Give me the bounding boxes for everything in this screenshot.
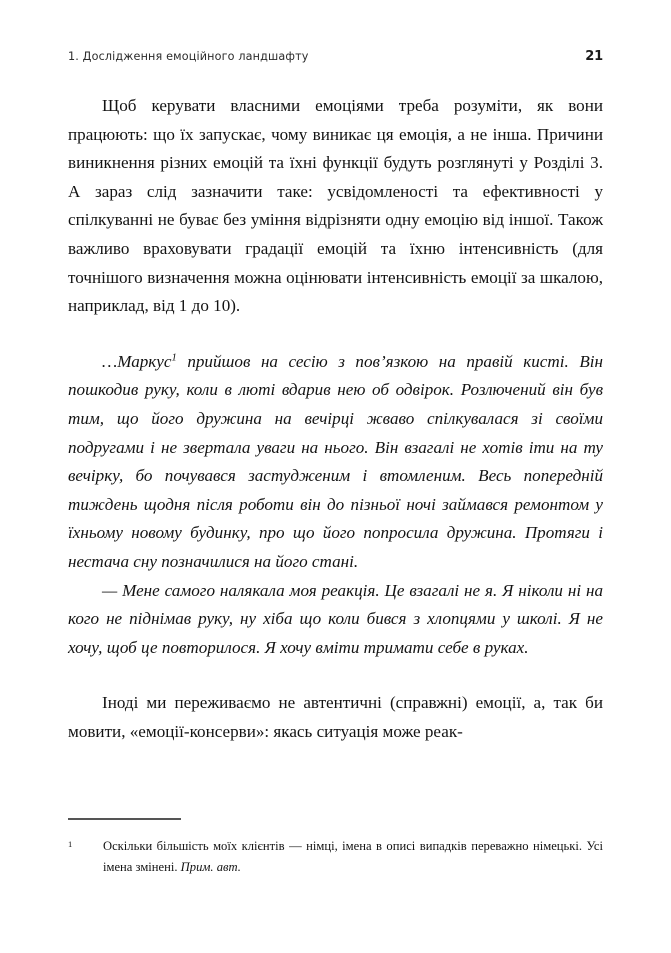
body-paragraph-2: Іноді ми переживаємо не автентичні (справжні) емоції, а, так би мовити, «емоції-консерви»: якась ситуація може реак- xyxy=(68,693,603,741)
text-block xyxy=(68,92,603,746)
paragraph-spacer xyxy=(68,321,603,348)
chapter-title: 1. Дослідження емоційного ландшафту xyxy=(68,49,309,63)
footnote-attribution: Прим. авт. xyxy=(180,860,241,874)
footnote-entry xyxy=(68,836,603,878)
case-text-after-footnote-marker: прийшов на сесію з пов’язкою на правій кисті. Він пошкодив руку, коли в люті вдарив нею об одвірок. Розлючений він був тим, що його дружина на вечірці жваво спілкувалася зі своїми подругами і не звертала уваги на нього. Він взагалі не хотів іти на ту вечірку, бо почувався застудженим і втомленим. Весь попередній тиждень щодня після роботи він до пізньої ночі займався ремонтом у їхньому новому будинку, про що його попросила дружина. Протяги і нестача сну позначилися на його стані. xyxy=(68,351,603,571)
footnote-area xyxy=(68,818,603,878)
paragraph-spacer-2 xyxy=(68,662,603,689)
footnote-text: Оскільки більшість моїх клієнтів — німці, імена в описі випадків переважно німецькі. Усі імена змінені. xyxy=(103,839,603,874)
footnote-number: 1 xyxy=(68,839,73,849)
case-paragraph-2: — Мене самого налякала моя реакція. Це взагалі не я. Я ніколи ні на кого не піднімав руку, ну хіба що коли бився з хлопцями у школі. Я не хочу, щоб це повторилося. Я хочу вміти тримати себе в руках. xyxy=(68,580,603,657)
body-paragraph-1: Щоб керувати власними емоціями треба розуміти, як вони працюють: що їх запускає, чому виникає ця емоція, а не інша. Причини виникнення різних емоцій та їхні функції будуть розглянуті у Розділі 3. А зараз слід зазначити таке: усвідомленості та ефективності у спілкуванні не буває без уміння відрізняти одну емоцію від іншої. Також важливо враховувати градації емоцій та їхню інтенсивність (для точнішого визначення можна оцінювати інтенсивність емоції за шкалою, наприклад, від 1 до 10). xyxy=(68,96,603,316)
page-number: 21 xyxy=(585,48,603,64)
footnote-separator-rule xyxy=(68,818,181,820)
footnote-reference-marker[interactable]: 1 xyxy=(171,352,177,364)
case-paragraph-1 xyxy=(68,348,603,577)
case-text-before-footnote-marker: …Маркус xyxy=(102,351,172,371)
running-header xyxy=(68,45,603,67)
